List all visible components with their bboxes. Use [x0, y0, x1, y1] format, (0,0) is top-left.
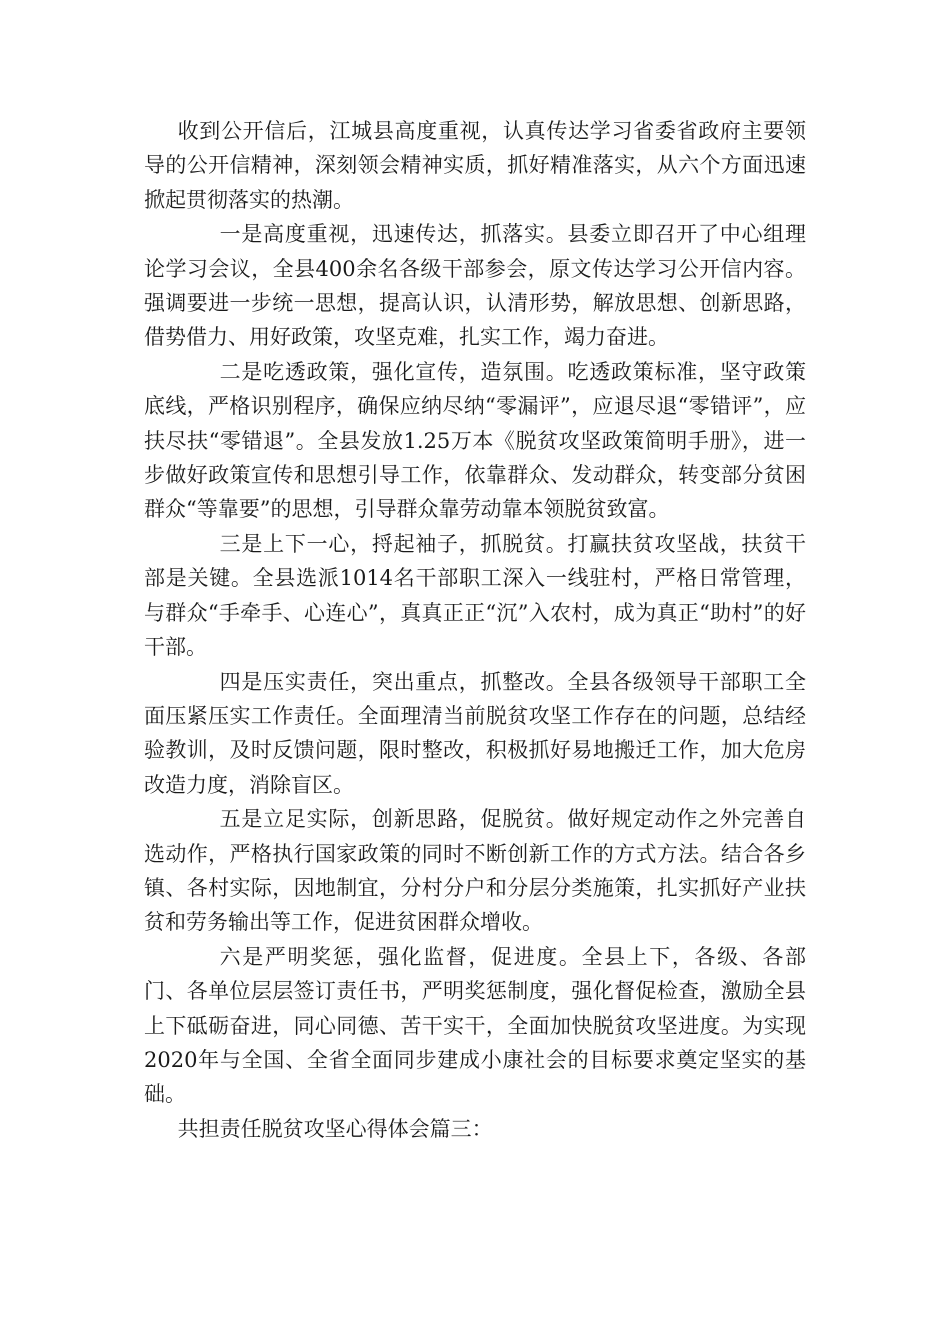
section-heading: 共担责任脱贫攻坚心得体会篇三：: [177, 1116, 493, 1141]
point-three-paragraph: 三是上下一心，捋起袖子，抓脱贫。打赢扶贫攻坚战，扶贫干部是关键。全县选派1014名干部职工深入一线驻村，严格日常管理，与群众“手牵手、心连心”，真真正正“沉”入农村，成为真正“助村”的好干部。: [144, 531, 806, 660]
point-four-paragraph: 四是压实责任，突出重点，抓整改。全县各级领导干部职工全面压紧压实工作责任。全面理清当前脱贫攻坚工作存在的问题，总结经验教训，及时反馈问题，限时整改，积极抓好易地搬迁工作，加大危房改造力度，消除盲区。: [144, 669, 806, 797]
document-body: [144, 114, 806, 1146]
point-five-paragraph: 五是立足实际，创新思路，促脱贫。做好规定动作之外完善自选动作，严格执行国家政策的同时不断创新工作的方式方法。结合各乡镇、各村实际，因地制宜，分村分户和分层分类施策，扎实抓好产业扶贫和劳务输出等工作，促进贫困群众增收。: [144, 807, 806, 935]
point-two-paragraph: 二是吃透政策，强化宣传，造氛围。吃透政策标准，坚守政策底线，严格识别程序，确保应纳尽纳“零漏评”，应退尽退“零错评”，应扶尽扶“零错退”。全县发放1.25万本《脱贫攻坚政策简明手册》，进一步做好政策宣传和思想引导工作，依靠群众、发动群众，转变部分贫困群众“等靠要”的思想，引导群众靠劳动靠本领脱贫致富。: [144, 359, 806, 522]
intro-paragraph: 收到公开信后，江城县高度重视，认真传达学习省委省政府主要领导的公开信精神，深刻领会精神实质，抓好精准落实，从六个方面迅速掀起贯彻落实的热潮。: [144, 119, 806, 212]
point-six-paragraph: 六是严明奖惩，强化监督，促进度。全县上下，各级、各部门、各单位层层签订责任书，严明奖惩制度，强化督促检查，激励全县上下砥砺奋进，同心同德、苦干实干，全面加快脱贫攻坚进度。为实现2020年与全国、全省全面同步建成小康社会的目标要求奠定坚实的基础。: [144, 944, 806, 1107]
point-one-paragraph: 一是高度重视，迅速传达，抓落实。县委立即召开了中心组理论学习会议，全县400余名各级干部参会，原文传达学习公开信内容。强调要进一步统一思想，提高认识，认清形势，解放思想、创新思路，借势借力、用好政策，攻坚克难，扎实工作，竭力奋进。: [144, 222, 806, 350]
